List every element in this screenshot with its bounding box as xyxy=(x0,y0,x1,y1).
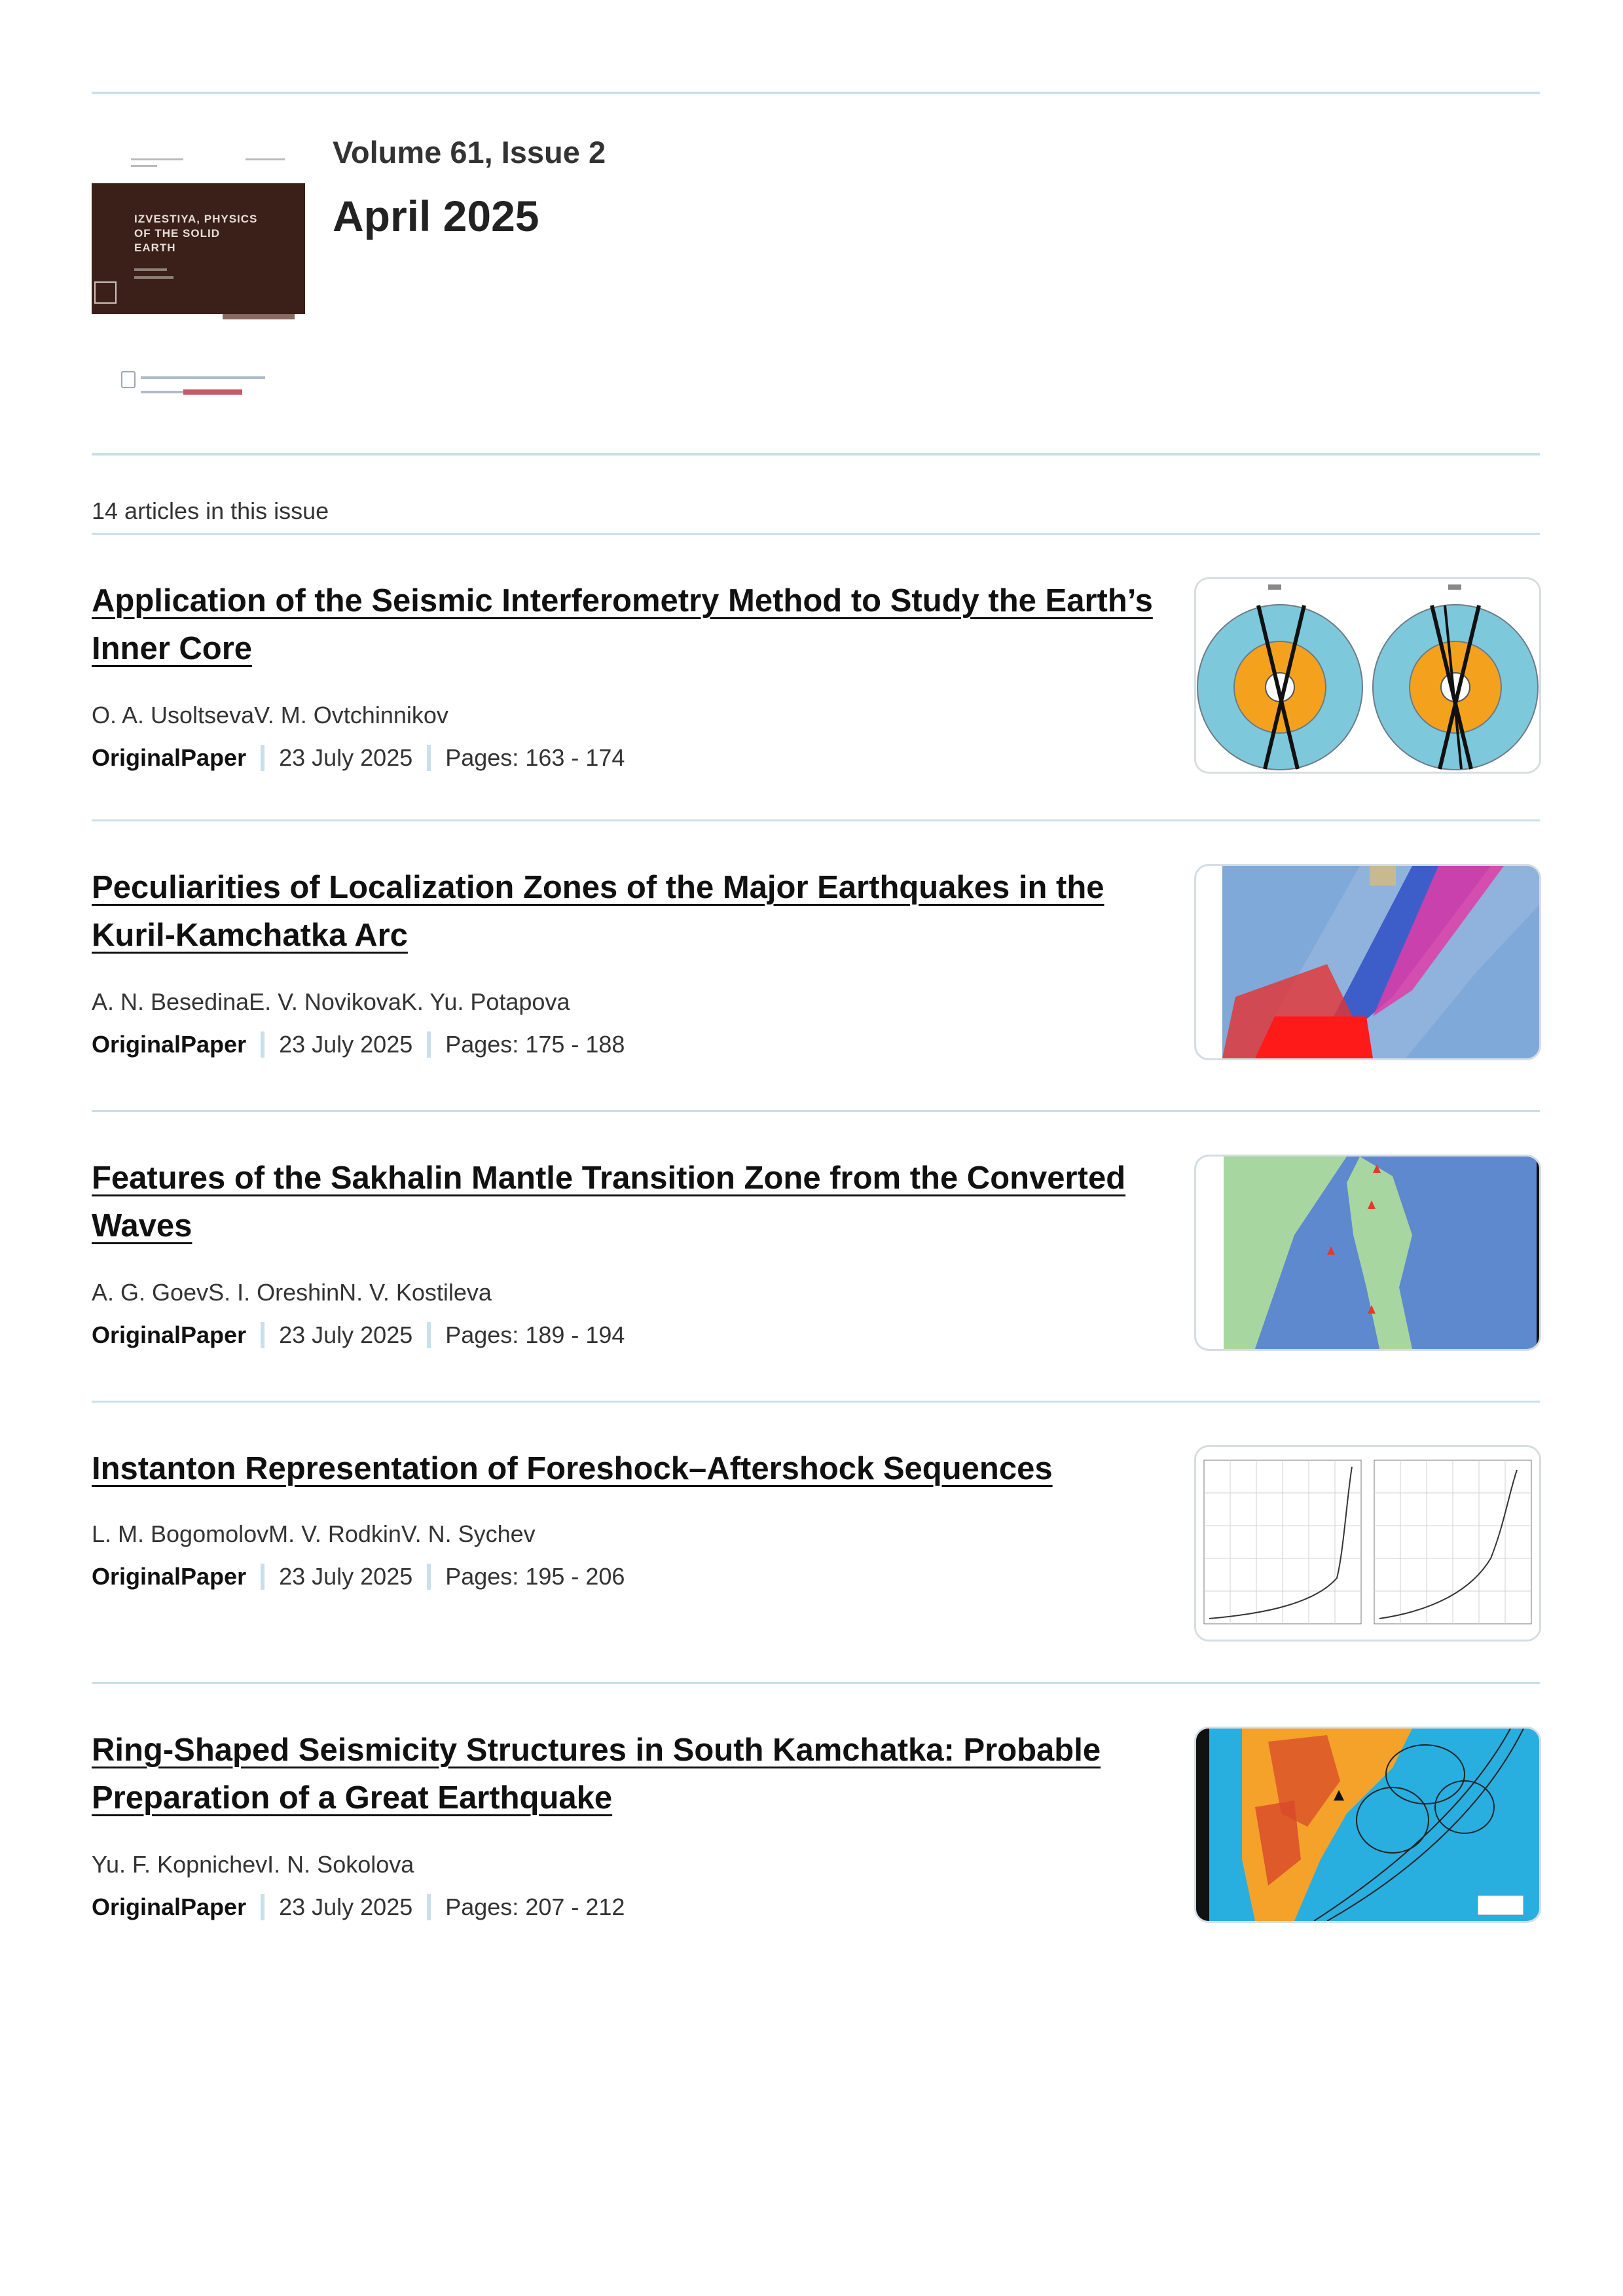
cover-badge-icon xyxy=(94,281,117,304)
cover-header xyxy=(92,137,305,183)
earth-core-cross-section-icon xyxy=(1196,579,1539,772)
article-title-link[interactable]: Instanton Representation of Foreshock–Aftershock Sequences xyxy=(92,1451,1053,1486)
article-thumbnail[interactable] xyxy=(1194,864,1541,1060)
article-thumbnail[interactable] xyxy=(1194,577,1541,774)
article-meta xyxy=(92,744,625,772)
article-title-link[interactable]: Ring-Shaped Seismicity Structures in South Kamchatka: Probable Preparation of a Great Earthquake xyxy=(92,1732,1101,1816)
article-divider xyxy=(92,819,1540,821)
article-meta xyxy=(92,1031,625,1058)
article-thumbnail[interactable] xyxy=(1194,1727,1541,1923)
article-authors: A. N. BesedinaE. V. NovikovaK. Yu. Potapova xyxy=(92,988,570,1015)
header-divider xyxy=(92,453,1540,456)
article-pages: Pages: 195 - 206 xyxy=(445,1563,625,1590)
article-type: OriginalPaper xyxy=(92,1563,247,1590)
article-authors: L. M. BogomolovM. V. RodkinV. N. Sychev xyxy=(92,1520,536,1547)
top-divider xyxy=(92,92,1540,94)
article-date: 23 July 2025 xyxy=(279,1031,413,1058)
article-authors: O. A. UsoltsevaV. M. Ovtchinnikov xyxy=(92,702,448,728)
article-meta xyxy=(92,1893,625,1921)
article-date: 23 July 2025 xyxy=(279,1893,413,1920)
article-divider xyxy=(92,1682,1540,1684)
article-type: OriginalPaper xyxy=(92,744,247,771)
list-divider xyxy=(92,533,1540,535)
cover-body xyxy=(92,183,305,314)
article-authors: Yu. F. KopnichevI. N. Sokolova xyxy=(92,1851,414,1878)
article-meta xyxy=(92,1563,625,1590)
kamchatka-map-icon xyxy=(1196,1729,1539,1921)
article-divider xyxy=(92,1401,1540,1403)
article-type: OriginalPaper xyxy=(92,1893,247,1920)
article-thumbnail[interactable] xyxy=(1194,1155,1541,1351)
article-type: OriginalPaper xyxy=(92,1321,247,1348)
publisher-logo xyxy=(121,370,278,403)
article-count: 14 articles in this issue xyxy=(92,497,329,524)
article-date: 23 July 2025 xyxy=(279,1321,413,1348)
article-divider xyxy=(92,1110,1540,1112)
seismicity-map-icon xyxy=(1196,866,1539,1058)
article-title-link[interactable]: Features of the Sakhalin Mantle Transition Zone from the Converted Waves xyxy=(92,1160,1126,1244)
article-pages: Pages: 207 - 212 xyxy=(445,1893,625,1920)
issue-volume: Volume 61, Issue 2 xyxy=(333,135,606,170)
article-thumbnail[interactable] xyxy=(1194,1445,1541,1641)
curve-plots-icon xyxy=(1196,1447,1539,1640)
issue-date: April 2025 xyxy=(333,192,539,240)
article-authors: A. G. GoevS. I. OreshinN. V. Kostileva xyxy=(92,1279,492,1306)
article-type: OriginalPaper xyxy=(92,1031,247,1058)
article-pages: Pages: 189 - 194 xyxy=(445,1321,625,1348)
article-date: 23 July 2025 xyxy=(279,744,413,771)
sakhalin-map-icon xyxy=(1196,1157,1539,1349)
article-pages: Pages: 163 - 174 xyxy=(445,744,625,771)
journal-cover-image[interactable] xyxy=(92,137,305,314)
article-meta xyxy=(92,1321,625,1349)
article-title-link[interactable]: Peculiarities of Localization Zones of the Major Earthquakes in the Kuril-Kamchatka Arc xyxy=(92,870,1104,953)
article-title-link[interactable]: Application of the Seismic Interferometry Method to Study the Earth’s Inner Core xyxy=(92,583,1153,666)
article-pages: Pages: 175 - 188 xyxy=(445,1031,625,1058)
cover-title: IZVESTIYA, PHYSICS OF THE SOLID EARTH xyxy=(134,213,258,254)
article-date: 23 July 2025 xyxy=(279,1563,413,1590)
